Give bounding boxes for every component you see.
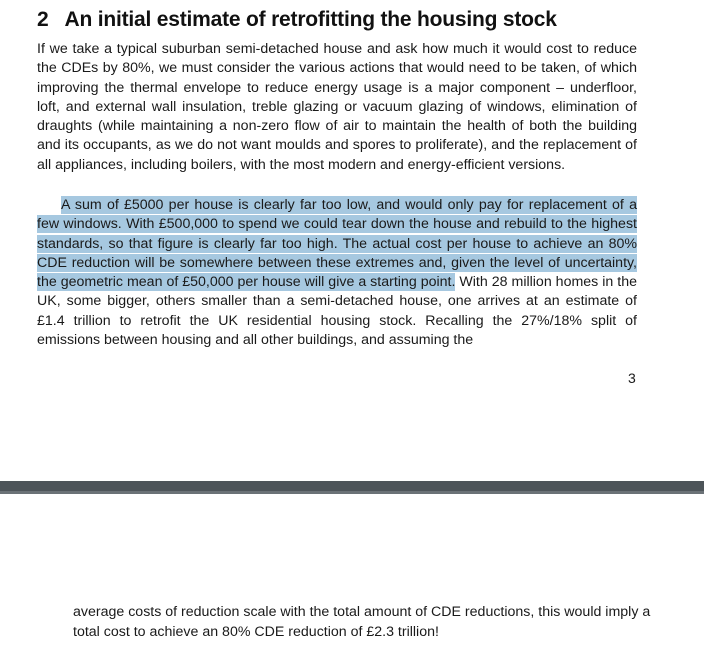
- body-paragraph-3: average costs of reduction scale with the total amount of CDE reductions, this would imply a total cost to achieve an 80% CDE reduction of £2.3 trillion!: [73, 604, 651, 640]
- section-number: 2: [37, 8, 49, 31]
- page-separator: [0, 481, 704, 494]
- section-title: An initial estimate of retrofitting the housing stock: [64, 8, 557, 31]
- section-heading: [37, 8, 557, 32]
- paragraph-2-continuation: With 28 million homes in the UK, some bigger, others smaller than a semi-detached house, one arrives at an estimate of £1.4 trillion to retrofit the UK residential housing stock. Recalling the 27%/18% split of emissions between housing and all other buildings, and assuming the: [37, 274, 637, 349]
- page-number: 3: [628, 370, 636, 386]
- document-page-4: [0, 494, 704, 660]
- body-paragraph-2: [37, 196, 637, 350]
- body-paragraph-1: If we take a typical suburban semi-detached house and ask how much it would cost to reduce the CDEs by 80%, we must consider the various actions that would need to be taken, of which improving the thermal envelope to reduce energy usage is a major component – underfloor, loft, and external wall insulation, treble glazing or vacuum glazing of windows, elimination of draughts (while maintaining a non-zero flow of air to maintain the health of both the building and its occupants, as we do not want moulds and spores to proliferate), and the replacement of all appliances, including boilers, with the most modern and energy-efficient versions.: [37, 41, 637, 173]
- highlighted-text-selection[interactable]: A sum of £5000 per house is clearly far too low, and would only pay for replacement of a few windows. With £500,000 to spend we could tear down the house and rebuild to the highest standards, so that figure is clearly far too high. The actual cost per house to achieve an 80% CDE reduction will be somewhere between these extremes and, given the level of uncertainty, the geometric mean of £50,000 per house will give a starting point.: [37, 197, 637, 291]
